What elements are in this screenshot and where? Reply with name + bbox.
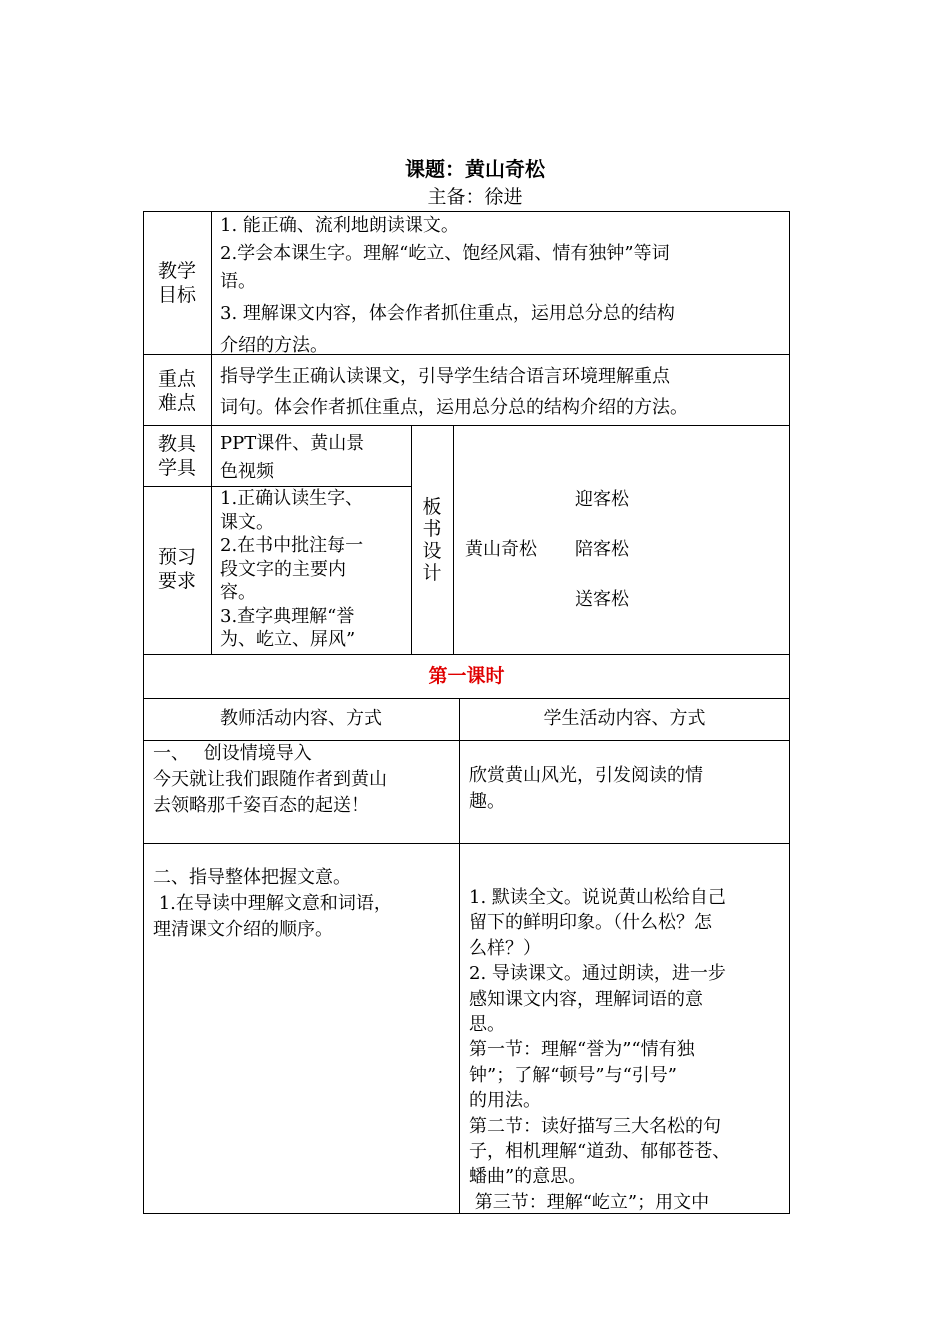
board-pine-accompany: 陪客松	[575, 539, 629, 560]
board-pine-farewell: 送客松	[575, 589, 629, 610]
board-topic: 黄山奇松	[465, 539, 537, 560]
section-2-student	[469, 885, 787, 1215]
section-2-teacher-line: 理清课文介绍的顺序。	[153, 919, 333, 940]
section-1-teacher-line: 一、 创设情境导入	[153, 743, 312, 764]
objective-1: 1. 能正确、流利地朗读课文。	[220, 215, 459, 236]
section-2-student-line: 钟”；了解“顿号”与“引号”	[469, 1064, 678, 1086]
objective-3: 3. 理解课文内容，体会作者抓住重点，运用总分总的结构	[220, 303, 675, 324]
objective-2-cont: 语。	[220, 271, 256, 292]
section-1-student-line: 趣。	[469, 791, 505, 812]
preview-line: 2.在书中批注每一	[220, 535, 364, 556]
section-2-student-line: 蟠曲”的意思。	[469, 1166, 587, 1188]
preview-line: 1.正确认读生字、	[220, 488, 364, 509]
objectives-label: 教学 目标	[157, 260, 196, 306]
objectives-content	[220, 212, 785, 360]
teacher-column-header: 教师活动内容、方式	[220, 708, 382, 729]
section-2-teacher-line: 1.在导读中理解文意和词语，	[153, 893, 392, 914]
section-2-student-line: 的用法。	[469, 1090, 541, 1112]
preview-label: 预习 要求	[157, 546, 196, 592]
key-points-line: 词句。体会作者抓住重点，运用总分总的结构介绍的方法。	[220, 397, 688, 418]
section-2-student-line: 么样？）	[469, 937, 541, 959]
section-2-student-line: 第三节：理解“屹立”；用文中	[469, 1191, 710, 1213]
key-points-label: 重点 难点	[157, 368, 196, 414]
section-1-teacher-line: 今天就让我们跟随作者到黄山	[153, 769, 387, 790]
section-1-teacher	[153, 741, 456, 819]
key-points-content	[220, 361, 785, 423]
preview-line: 课文。	[220, 511, 274, 533]
section-2-student-line: 2. 导读课文。通过朗读，进一步	[469, 963, 726, 985]
teaching-aids-label: 教具 学具	[157, 433, 196, 479]
teaching-aids-content	[220, 430, 410, 486]
lesson-header: 第一课时	[428, 665, 505, 687]
preview-line: 容。	[220, 582, 256, 603]
section-2-student-line: 留下的鲜明印象。（什么松？怎	[469, 912, 712, 934]
preview-line: 3.查字典理解“誉	[220, 605, 355, 627]
board-design-label: 板 书 设 计	[422, 496, 442, 584]
preview-line: 段文字的主要内	[220, 558, 346, 580]
section-2-student-line: 第一节：理解“誉为”“情有独	[469, 1039, 695, 1061]
section-2-student-line: 思。	[469, 1014, 505, 1036]
section-2-teacher-line: 二、指导整体把握文意。	[153, 867, 351, 888]
section-2-student-line: 子，相机理解“道劲、郁郁苍苍、	[469, 1141, 731, 1163]
section-1-student-line: 欣赏黄山风光，引发阅读的情	[469, 765, 703, 786]
preview-line: 为、屹立、屏风”	[220, 629, 356, 650]
objective-3-cont: 介绍的方法。	[220, 335, 328, 356]
teaching-aids-line: 色视频	[220, 461, 274, 482]
section-2-teacher	[153, 865, 456, 943]
objective-2: 2.学会本课生字。理解“屹立、饱经风霜、情有独钟”等词	[220, 243, 670, 264]
student-column-header: 学生活动内容、方式	[543, 708, 706, 729]
section-2-student-line: 第二节：读好描写三大名松的句	[469, 1115, 721, 1137]
author-line: 主备：徐进	[427, 186, 523, 208]
preview-content	[220, 487, 410, 652]
section-1-teacher-line: 去领略那千姿百态的起送！	[153, 795, 369, 816]
board-pine-welcome: 迎客松	[575, 489, 629, 510]
teaching-aids-line: PPT课件、黄山景	[220, 433, 365, 454]
page-title: 课题：黄山奇松	[405, 157, 545, 181]
section-2-student-line: 1. 默读全文。说说黄山松给自己	[469, 887, 726, 908]
section-2-student-line: 感知课文内容，理解词语的意	[469, 988, 703, 1010]
section-1-student	[469, 763, 787, 815]
key-points-line: 指导学生正确认读课文，引导学生结合语言环境理解重点	[220, 366, 670, 387]
